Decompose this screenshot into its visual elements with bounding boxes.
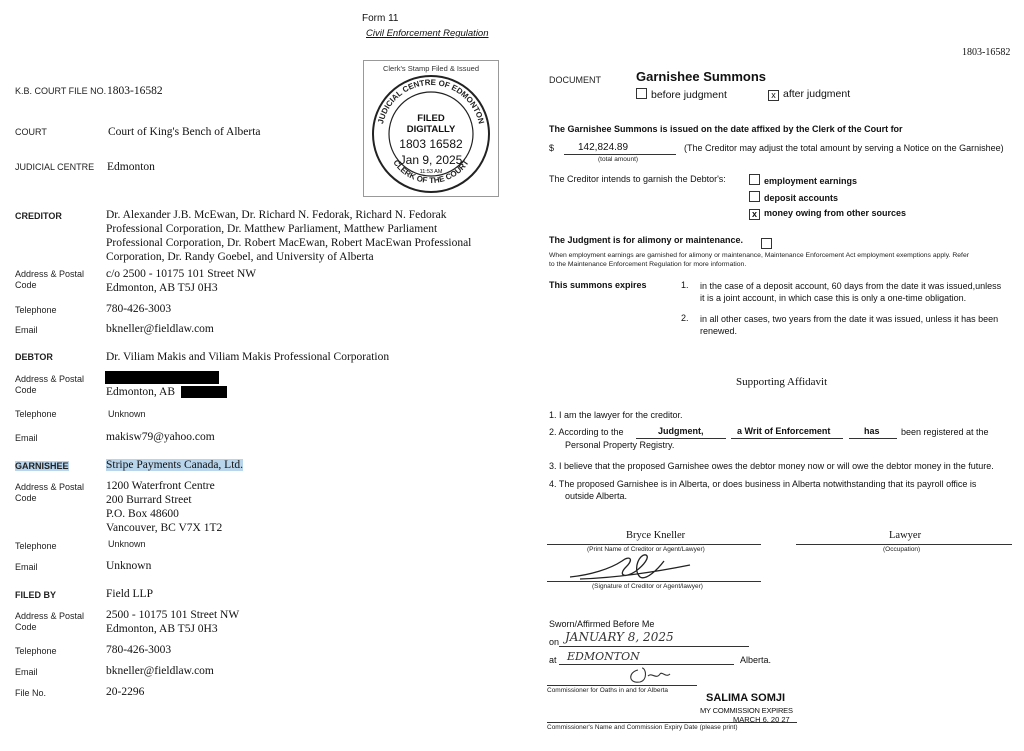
commissioner-name-line [547, 722, 797, 723]
document-label: DOCUMENT [549, 75, 601, 85]
court-file-ref: 1803-16582 [962, 47, 1011, 58]
alberta-label: Alberta. [740, 655, 772, 665]
creditor-line-3: Professional Corporation, Dr. Robert MacEwan, Robert MacEwan Professional [106, 237, 472, 249]
debtor-address-2: Edmonton, AB [106, 386, 176, 398]
before-judgment-option[interactable]: before judgment [636, 88, 727, 101]
money-owing-option[interactable]: x money owing from other sources [749, 208, 906, 220]
commissioner-name: SALIMA SOMJI [706, 692, 786, 704]
garnishee-email-label: Email [15, 562, 38, 572]
clerk-stamp-box [363, 60, 499, 197]
creditor-email: bkneller@fieldlaw.com [106, 323, 214, 335]
commission-date: MARCH 6, 20 27 [733, 715, 790, 724]
filed-phone: 780-426-3003 [106, 644, 172, 656]
expires-label: This summons expires [549, 280, 647, 290]
creditor-line-1: Dr. Alexander J.B. McEwan, Dr. Richard N. Fedorak, Richard N. Fedorak [106, 209, 447, 221]
creditor-address-label: Address & Postal Code [15, 269, 85, 290]
filed-telephone-label: Telephone [15, 646, 57, 656]
garnishee-address-2: 200 Burrard Street [106, 494, 192, 506]
sworn-before-me: Sworn/Affirmed Before Me [549, 619, 655, 629]
employment-earnings-checkbox[interactable] [749, 174, 760, 185]
affidavit-item-3: 3. I believe that the proposed Garnishee owes the debtor money now or will owe the debtor money in the future. [549, 461, 994, 471]
judgment-underline [636, 438, 726, 439]
total-amount: 142,824.89 [578, 142, 629, 153]
creditor-email-label: Email [15, 325, 38, 335]
creditor-label: CREDITOR [15, 211, 62, 221]
sworn-place: EDMONTON [567, 650, 640, 663]
creditor-address-1: c/o 2500 - 10175 101 Street NW [106, 268, 257, 280]
court-file-no: 1803-16582 [107, 85, 163, 97]
debtor-label: DEBTOR [15, 352, 53, 362]
expiry-2-number: 2. [681, 313, 689, 323]
filed-address-label: Address & Postal Code [15, 611, 85, 632]
redaction-bar [105, 371, 219, 384]
affidavit-item-4a: 4. The proposed Garnishee is in Alberta, or does business in Alberta notwithstanding that its payroll office is [549, 479, 977, 489]
affidavit-item-2b: been registered at the [901, 427, 989, 437]
debtor-telephone-label: Telephone [15, 409, 57, 419]
employment-earnings-option[interactable]: employment earnings [749, 174, 857, 187]
garnishee-name: Stripe Payments Canada, Ltd. [106, 459, 244, 471]
affidavit-item-4b: outside Alberta. [565, 491, 628, 501]
filed-address-2: Edmonton, AB T5J 0H3 [106, 623, 218, 635]
at-label: at [549, 655, 557, 665]
filed-email: bkneller@fieldlaw.com [106, 665, 214, 677]
commissioner-caption: Commissioner for Oaths in and for Alberta [547, 687, 669, 694]
expiry-1-number: 1. [681, 280, 689, 290]
sworn-date-line [559, 646, 749, 647]
commissioner-line [547, 685, 697, 686]
stamp-filed: FILED [417, 113, 445, 124]
occupation-caption: (Occupation) [883, 546, 921, 553]
debtor-name: Dr. Viliam Makis and Viliam Makis Professional Corporation [106, 351, 390, 363]
judicial-centre-label: JUDICIAL CENTRE [15, 162, 95, 172]
garnishee-phone: Unknown [108, 539, 146, 549]
garnishee-label: GARNISHEE [15, 461, 69, 471]
affidavit-writ: a Writ of Enforcement [737, 426, 831, 436]
expiry-2-text: in all other cases, two years from the date it was issued, unless it has been renewed. [700, 314, 999, 336]
alimony-question: The Judgment is for alimony or maintenance. [549, 235, 744, 245]
redaction-bar [181, 386, 227, 398]
garnish-intent: The Creditor intends to garnish the Debtor's: [549, 174, 726, 184]
dollar-sign: $ [549, 143, 555, 153]
creditor-line-2: Professional Corporation, Dr. Matthew Parliament, Matthew Parliament [106, 223, 438, 235]
stamp-time: 11:53 AM [419, 169, 443, 175]
judicial-centre: Edmonton [107, 161, 155, 173]
debtor-email: makisw79@yahoo.com [106, 431, 215, 443]
court-file-label: K.B. COURT FILE NO. [15, 86, 107, 96]
total-amount-caption: (total amount) [598, 156, 639, 163]
has-underline [849, 438, 897, 439]
after-judgment-checkbox[interactable]: x [768, 90, 779, 101]
occupation: Lawyer [889, 530, 922, 541]
affidavit-judgment: Judgment, [658, 426, 704, 436]
creditor-telephone-label: Telephone [15, 305, 57, 315]
on-label: on [549, 637, 560, 647]
file-no: 20-2296 [106, 686, 145, 698]
stamp-digitally: DIGITALLY [406, 124, 456, 135]
garnishee-address-label: Address & Postal Code [15, 482, 85, 503]
stamp-date: Jan 9, 2025 [399, 153, 463, 167]
before-judgment-checkbox[interactable] [636, 88, 647, 99]
signer-name-caption: (Print Name of Creditor or Agent/Lawyer) [587, 546, 705, 553]
court-name: Court of King's Bench of Alberta [108, 126, 261, 138]
garnishee-address-3: P.O. Box 48600 [106, 508, 179, 520]
expiry-1-text: in the case of a deposit account, 60 days from the date it was issued,unless it is a joint account, in which case this is only a one-time obligation. [700, 281, 1002, 303]
garnishee-address-1: 1200 Waterfront Centre [106, 480, 215, 492]
alimony-checkbox[interactable] [761, 238, 772, 249]
creditor-phone: 780-426-3003 [106, 303, 172, 315]
maintenance-note: When employment earnings are garnished for alimony or maintenance, Maintenance Enforcement Act employment exemptions apply. Refer to the Maintenance Enforcement Regulation for more information. [549, 252, 969, 268]
stamp-header: Clerk's Stamp Filed & Issued [382, 64, 480, 73]
writ-underline [731, 438, 843, 439]
debtor-phone: Unknown [108, 409, 146, 419]
after-judgment-option[interactable]: x after judgment [768, 88, 850, 101]
occupation-line [796, 544, 1012, 545]
affidavit-has: has [864, 426, 880, 436]
filed-address-1: 2500 - 10175 101 Street NW [106, 609, 240, 621]
affidavit-item-1: 1. I am the lawyer for the creditor. [549, 410, 683, 420]
signature-line [547, 581, 761, 582]
creditor-address-2: Edmonton, AB T5J 0H3 [106, 282, 218, 294]
creditor-line-4: Corporation, Dr. Randy Goebel, and University of Alberta [106, 251, 374, 263]
debtor-address-label: Address & Postal Code [15, 374, 85, 395]
affidavit-item-2c: Personal Property Registry. [565, 440, 675, 450]
adjust-note: (The Creditor may adjust the total amount by serving a Notice on the Garnishee) [684, 143, 1004, 153]
issued-statement: The Garnishee Summons is issued on the date affixed by the Clerk of the Court for [549, 124, 903, 134]
garnishee-address-4: Vancouver, BC V7X 1T2 [106, 522, 223, 534]
commissioner-footer: Commissioner's Name and Commission Expiry Date (please print) [547, 724, 738, 731]
affidavit-title: Supporting Affidavit [736, 376, 828, 388]
seal-ring-bottom: CLERK OF THE COURT [391, 158, 471, 186]
file-no-label: File No. [15, 688, 47, 698]
document-title: Garnishee Summons [636, 69, 767, 84]
regulation-title: Civil Enforcement Regulation [366, 28, 489, 39]
commission-expires: MY COMMISSION EXPIRES [700, 706, 793, 715]
money-owing-checkbox[interactable]: x [749, 209, 760, 220]
filed-by: Field LLP [106, 588, 153, 600]
stamp-number: 1803 16582 [399, 137, 463, 151]
signer-name: Bryce Kneller [626, 530, 686, 541]
deposit-accounts-checkbox[interactable] [749, 191, 760, 202]
affidavit-item-2a: 2. According to the [549, 427, 624, 437]
form-number: Form 11 [362, 13, 399, 24]
seal-ring-top: JUDICIAL CENTRE OF EDMONTON [376, 77, 486, 125]
signature-icon [560, 551, 700, 585]
debtor-email-label: Email [15, 433, 38, 443]
court-label: COURT [15, 127, 47, 137]
filed-email-label: Email [15, 667, 38, 677]
signature-caption: (Signature of Creditor or Agent/lawyer) [592, 583, 703, 590]
signer-name-line [547, 544, 761, 545]
garnishee-telephone-label: Telephone [15, 541, 57, 551]
garnishee-email: Unknown [106, 560, 152, 572]
deposit-accounts-option[interactable]: deposit accounts [749, 191, 838, 204]
sworn-date: JANUARY 8, 2025 [565, 630, 674, 644]
filed-by-label: FILED BY [15, 590, 57, 600]
amount-underline [564, 154, 676, 155]
